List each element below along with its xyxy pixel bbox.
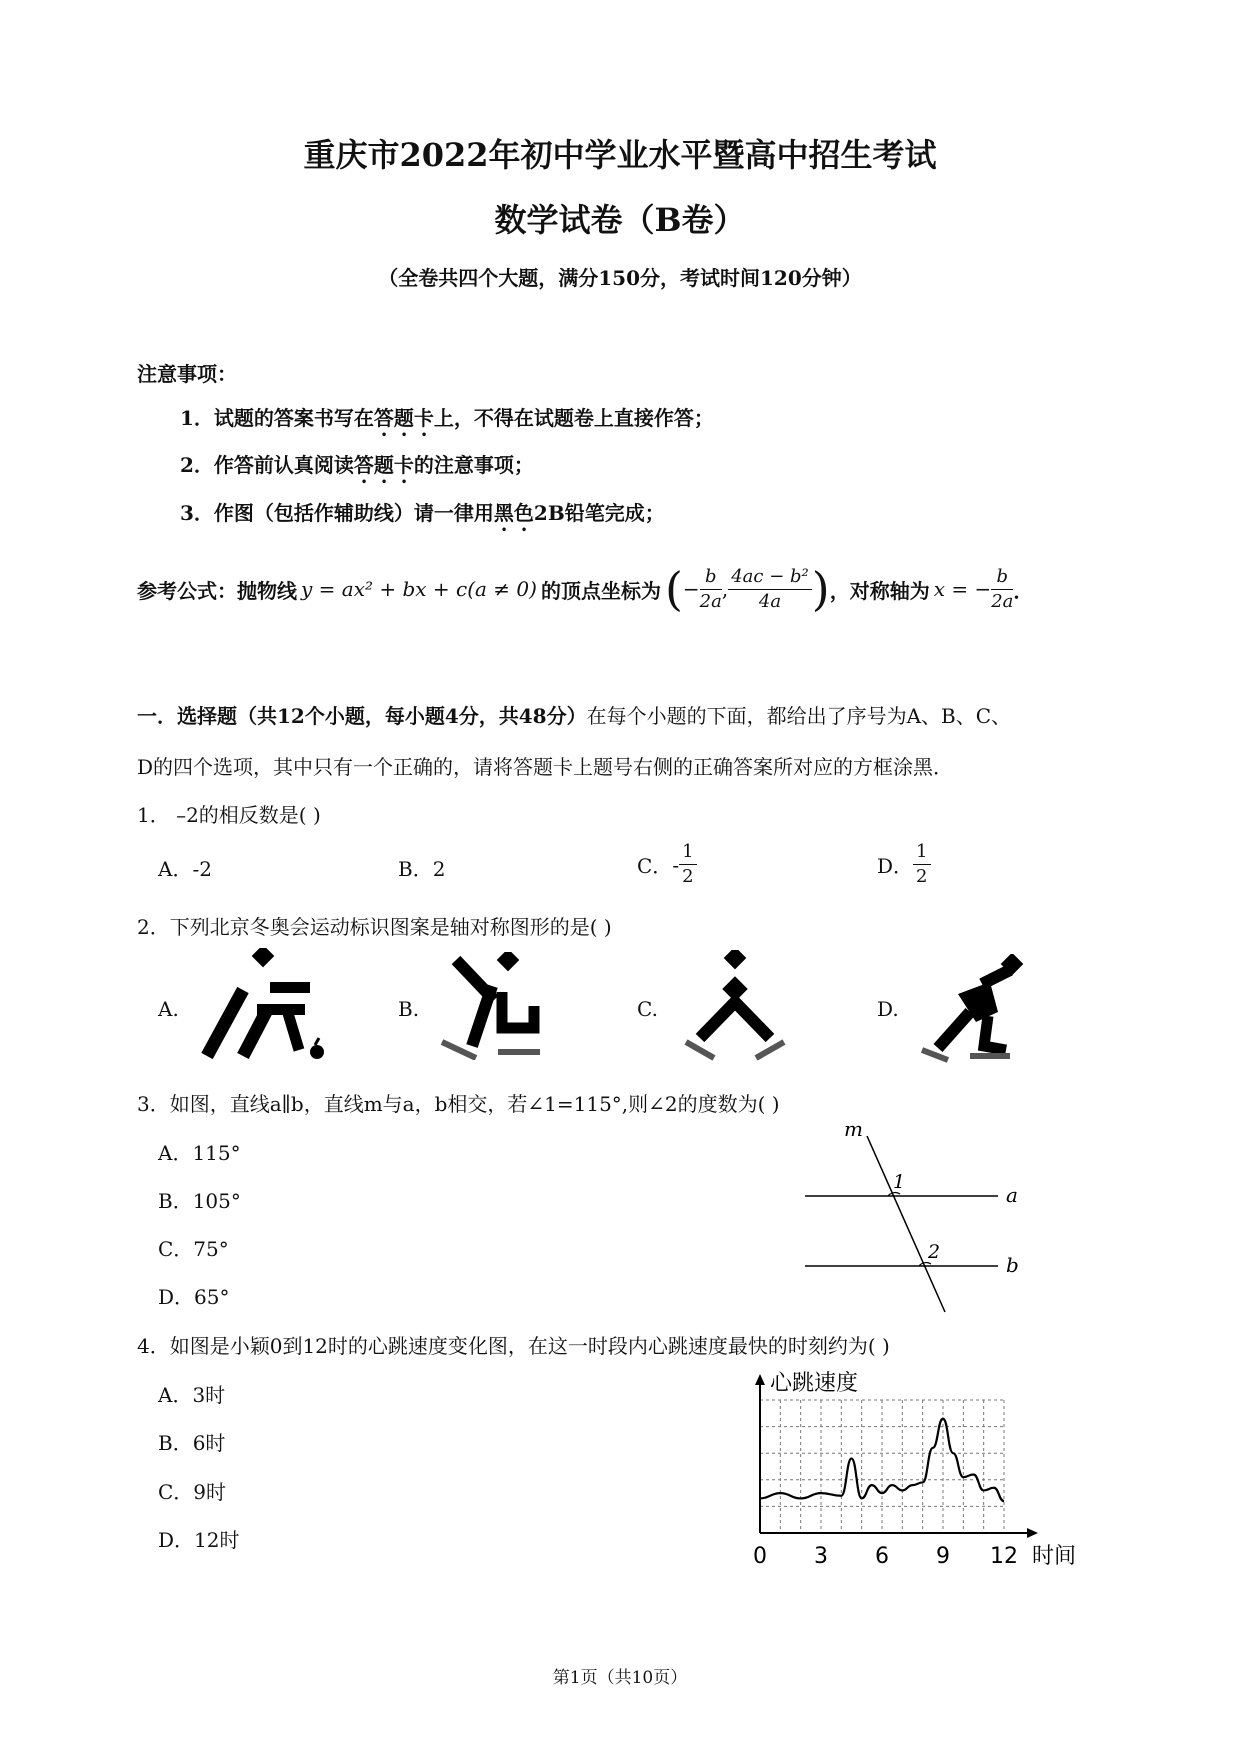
q2-option-b-label: B. xyxy=(398,997,420,1021)
q4-option-a: A．3时 xyxy=(158,1383,226,1407)
exam-meta: （全卷共四个大题，满分150分，考试时间120分钟） xyxy=(378,266,862,290)
notice-item-3: 3．作图（包括作辅助线）请一律用黑色2B铅笔完成； xyxy=(180,501,665,525)
q3-option-a: A．115° xyxy=(158,1141,241,1165)
q2-pictogram-c xyxy=(680,950,790,1062)
notice-item-1: 1．试题的答案书写在答题卡上，不得在试题卷上直接作答； xyxy=(180,406,714,430)
label-2: 2 xyxy=(928,1241,941,1263)
x-tick-label: 12 xyxy=(990,1544,1018,1569)
y-axis-arrow xyxy=(755,1374,765,1385)
q3-figure xyxy=(800,1120,1040,1320)
q2-option-c-label: C. xyxy=(637,997,658,1021)
q2-pictogram-d xyxy=(918,954,1030,1064)
x-tick-label: 9 xyxy=(936,1544,950,1569)
q3-option-c: C．75° xyxy=(158,1237,229,1261)
x-axis-label: 时间 xyxy=(1032,1544,1077,1569)
label-1: 1 xyxy=(893,1171,906,1193)
x-tick-label: 0 xyxy=(753,1544,767,1569)
q4-option-b: B．6时 xyxy=(158,1431,226,1455)
x-tick-label: 3 xyxy=(814,1544,828,1569)
q1-option-c: C． - $\frac{1}{2}$ xyxy=(637,840,697,889)
q4-stem: 4．如图是小颖0到12时的心跳速度变化图，在这一时段内心跳速度最快的时刻约为( ) xyxy=(137,1334,890,1358)
x-axis-arrow xyxy=(1027,1528,1038,1538)
q2-pictogram-b xyxy=(436,952,546,1060)
x-tick-label: 6 xyxy=(875,1544,889,1569)
q3-option-b: B．105° xyxy=(158,1189,241,1213)
q1-option-a: A．-2 xyxy=(158,857,212,881)
exam-subtitle: 数学试卷（B卷） xyxy=(494,201,746,239)
q2-option-a-label: A. xyxy=(158,997,179,1021)
line-m xyxy=(867,1136,945,1312)
q2-stem: 2．下列北京冬奥会运动标识图案是轴对称图形的是( ) xyxy=(137,915,612,939)
label-m: m xyxy=(844,1120,863,1141)
exam-title: 重庆市2022年初中学业水平暨高中招生考试 xyxy=(303,136,937,174)
q4-heart-rate-chart xyxy=(740,1370,1100,1575)
page-footer: 第1页（共10页） xyxy=(552,1668,688,1688)
notice-item-2: 2．作答前认真阅读答题卡的注意事项； xyxy=(180,453,534,477)
section1-line1: 一．选择题（共12个小题，每小题4分，共48分）在每个小题的下面，都给出了序号为A、B、C、 xyxy=(137,704,1012,728)
q2-pictogram-a xyxy=(195,948,325,1063)
q4-option-d: D．12时 xyxy=(158,1528,240,1552)
q1-stem: 1． –2的相反数是( ) xyxy=(137,803,321,827)
label-a: a xyxy=(1006,1183,1018,1207)
q4-option-c: C．9时 xyxy=(158,1480,227,1504)
q2-option-d-label: D. xyxy=(877,997,899,1021)
q3-stem: 3．如图，直线a∥b，直线m与a，b相交，若∠1=115°,则∠2的度数为( ) xyxy=(137,1092,780,1116)
q1-option-b: B．2 xyxy=(398,857,446,881)
label-b: b xyxy=(1006,1253,1019,1277)
q1-option-d: D． $\frac{1}{2}$ xyxy=(877,840,931,889)
reference-formula: 参考公式：抛物线 y = ax² + bx + c(a ≠ 0) 的顶点坐标为 ( − $\frac{b}{2a}$ , $\frac{\text{4ac − b²}}{4a}$ ) ，对称轴为 x = − $\frac{b}{2a}$ ． xyxy=(137,562,1034,616)
section1-line2: D的四个选项，其中只有一个正确的，请将答题卡上题号右侧的正确答案所对应的方框涂黑． xyxy=(137,755,954,779)
chart-grid xyxy=(760,1400,1004,1533)
q3-option-d: D．65° xyxy=(158,1285,230,1309)
notice-heading: 注意事项： xyxy=(137,362,237,386)
y-axis-label: 心跳速度 xyxy=(770,1371,859,1396)
